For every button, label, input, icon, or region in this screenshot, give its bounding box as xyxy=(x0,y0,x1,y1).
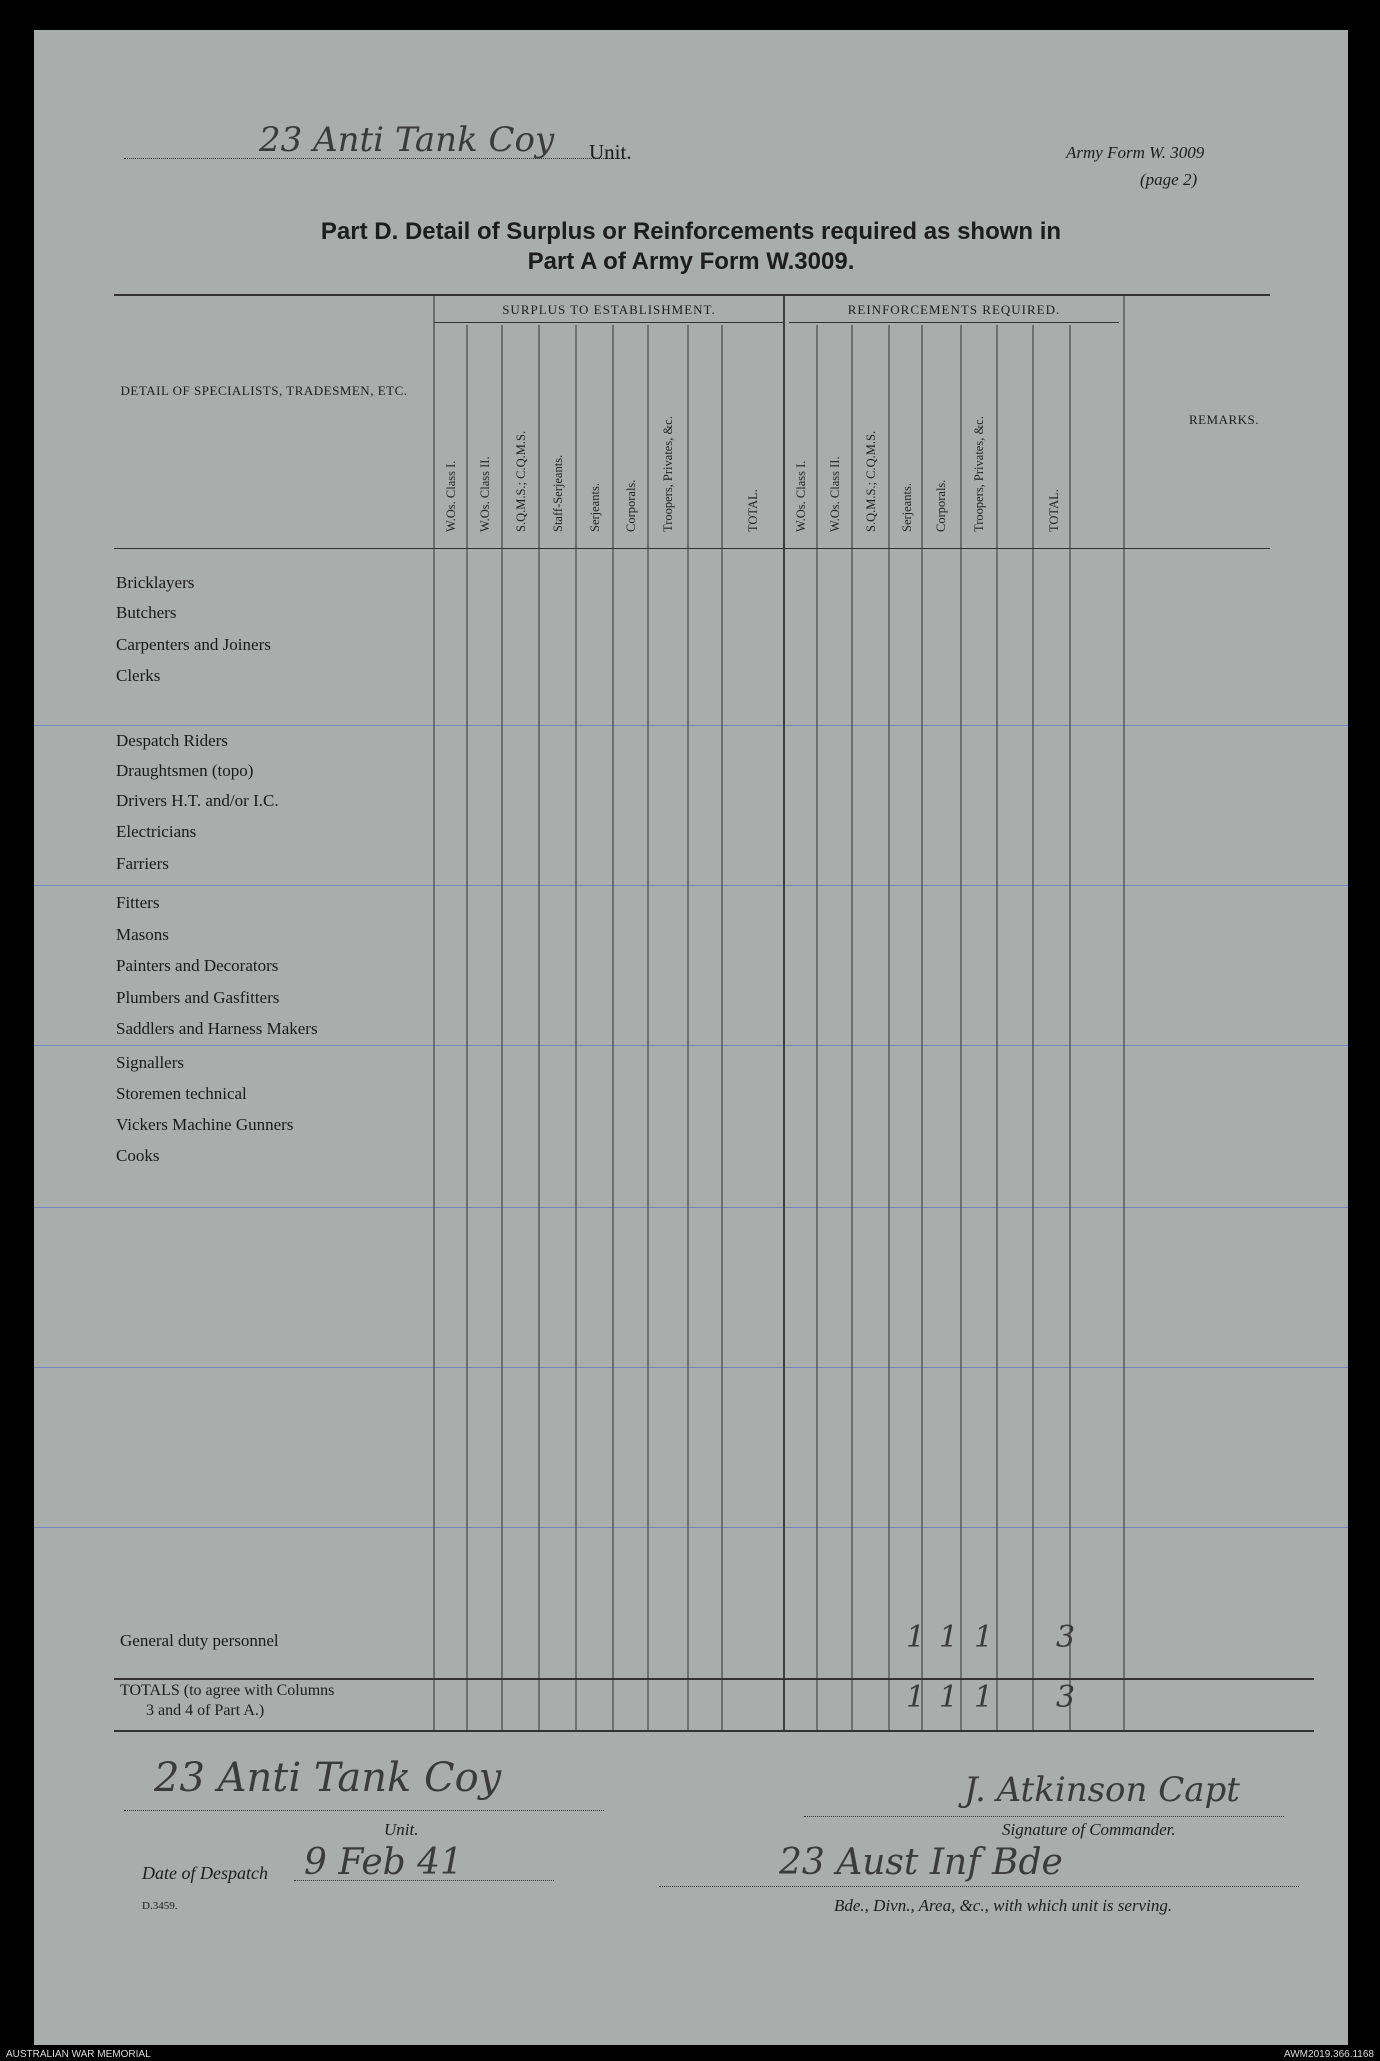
row-label-drivers: Drivers H.T. and/or I.C. xyxy=(116,791,279,810)
row-label-saddlers: Saddlers and Harness Makers xyxy=(116,1019,318,1038)
signature-dotted-line xyxy=(804,1816,1284,1817)
archive-id: AWM2019.366.1168 xyxy=(1283,2049,1374,2060)
row-label-fitters: Fitters xyxy=(116,893,160,912)
date-handwritten: 9 Feb 41 xyxy=(304,1842,463,1883)
footer-unit-label: Unit. xyxy=(384,1820,419,1839)
row-label-masons: Masons xyxy=(116,925,169,944)
totals-mark: 1 xyxy=(939,1680,959,1715)
unit-label: Unit. xyxy=(589,140,632,164)
row-label-bricklayers: Bricklayers xyxy=(116,573,195,592)
row-label-clerks: Clerks xyxy=(116,666,161,685)
totals-total: 3 xyxy=(1056,1680,1076,1715)
surplus-header: SURPLUS TO ESTABLISHMENT. xyxy=(502,302,716,317)
col-header: W.Os. Class I. xyxy=(444,460,458,532)
form-title-line2: Part A of Army Form W.3009. xyxy=(527,248,855,275)
col-header: Serjeants. xyxy=(900,483,914,532)
row-label-signallers: Signallers xyxy=(116,1053,184,1072)
detail-header: DETAIL OF SPECIALISTS, TRADESMEN, ETC. xyxy=(120,383,408,398)
row-label-general-duty: General duty personnel xyxy=(120,1631,279,1650)
commander-signature: J. Atkinson Capt xyxy=(964,1770,1240,1810)
col-header: Corporals. xyxy=(624,479,638,532)
col-header: TOTAL. xyxy=(746,489,760,532)
formation-label: Bde., Divn., Area, &c., with which unit is serving. xyxy=(834,1896,1173,1915)
col-header: W.Os. Class I. xyxy=(794,460,808,532)
signature-label: Signature of Commander. xyxy=(1002,1820,1176,1839)
col-header: W.Os. Class II. xyxy=(478,456,492,532)
col-header: Serjeants. xyxy=(588,483,602,532)
footer-unit-handwritten: 23 Anti Tank Coy xyxy=(154,1755,502,1801)
row-label-carpenters: Carpenters and Joiners xyxy=(116,635,271,654)
col-header: S.Q.M.S.; C.Q.M.S. xyxy=(864,430,878,532)
general-duty-mark: 1 xyxy=(906,1620,926,1655)
col-header: W.Os. Class II. xyxy=(828,456,842,532)
archive-credit: AUSTRALIAN WAR MEMORIAL xyxy=(6,2049,151,2060)
col-header: TOTAL. xyxy=(1047,489,1061,532)
date-label: Date of Despatch xyxy=(142,1863,268,1883)
formation-dotted-line xyxy=(659,1886,1299,1887)
print-code: D.3459. xyxy=(142,1900,178,1912)
totals-label-line2: 3 and 4 of Part A.) xyxy=(146,1702,265,1719)
col-header: S.Q.M.S.; C.Q.M.S. xyxy=(514,430,528,532)
remarks-header: REMARKS. xyxy=(1188,412,1260,427)
formation-handwritten: 23 Aust Inf Bde xyxy=(779,1842,1063,1883)
col-header: Troopers, Privates, &c. xyxy=(661,416,675,532)
row-label-farriers: Farriers xyxy=(116,854,169,873)
col-header: Troopers, Privates, &c. xyxy=(972,416,986,532)
footer-unit-dotted-line xyxy=(124,1810,604,1811)
form-id: Army Form W. 3009 xyxy=(1066,143,1205,162)
row-label-butchers: Butchers xyxy=(116,603,177,622)
form-page xyxy=(34,30,1348,2045)
row-label-vickers: Vickers Machine Gunners xyxy=(116,1115,294,1134)
general-duty-total: 3 xyxy=(1056,1620,1076,1655)
row-label-storemen: Storemen technical xyxy=(116,1084,247,1103)
row-label-cooks: Cooks xyxy=(116,1146,160,1165)
general-duty-mark: 1 xyxy=(974,1620,994,1655)
totals-label-line1: TOTALS (to agree with Columns xyxy=(120,1682,335,1699)
row-label-draughtsmen: Draughtsmen (topo) xyxy=(116,761,254,780)
unit-handwritten: 23 Anti Tank Coy xyxy=(259,120,555,160)
reinf-header: REINFORCEMENTS REQUIRED. xyxy=(847,302,1061,317)
row-label-electricians: Electricians xyxy=(116,822,197,841)
totals-mark: 1 xyxy=(974,1680,994,1715)
col-header: Staff-Serjeants. xyxy=(551,454,565,532)
page-label: (page 2) xyxy=(1140,170,1198,189)
row-label-plumbers: Plumbers and Gasfitters xyxy=(116,988,280,1007)
form-title-line1: Part D. Detail of Surplus or Reinforcements required as shown in xyxy=(320,218,1062,245)
col-header: Corporals. xyxy=(934,479,948,532)
row-label-despatch-riders: Despatch Riders xyxy=(116,731,228,750)
totals-mark: 1 xyxy=(906,1680,926,1715)
general-duty-mark: 1 xyxy=(939,1620,959,1655)
row-label-painters: Painters and Decorators xyxy=(116,956,279,975)
